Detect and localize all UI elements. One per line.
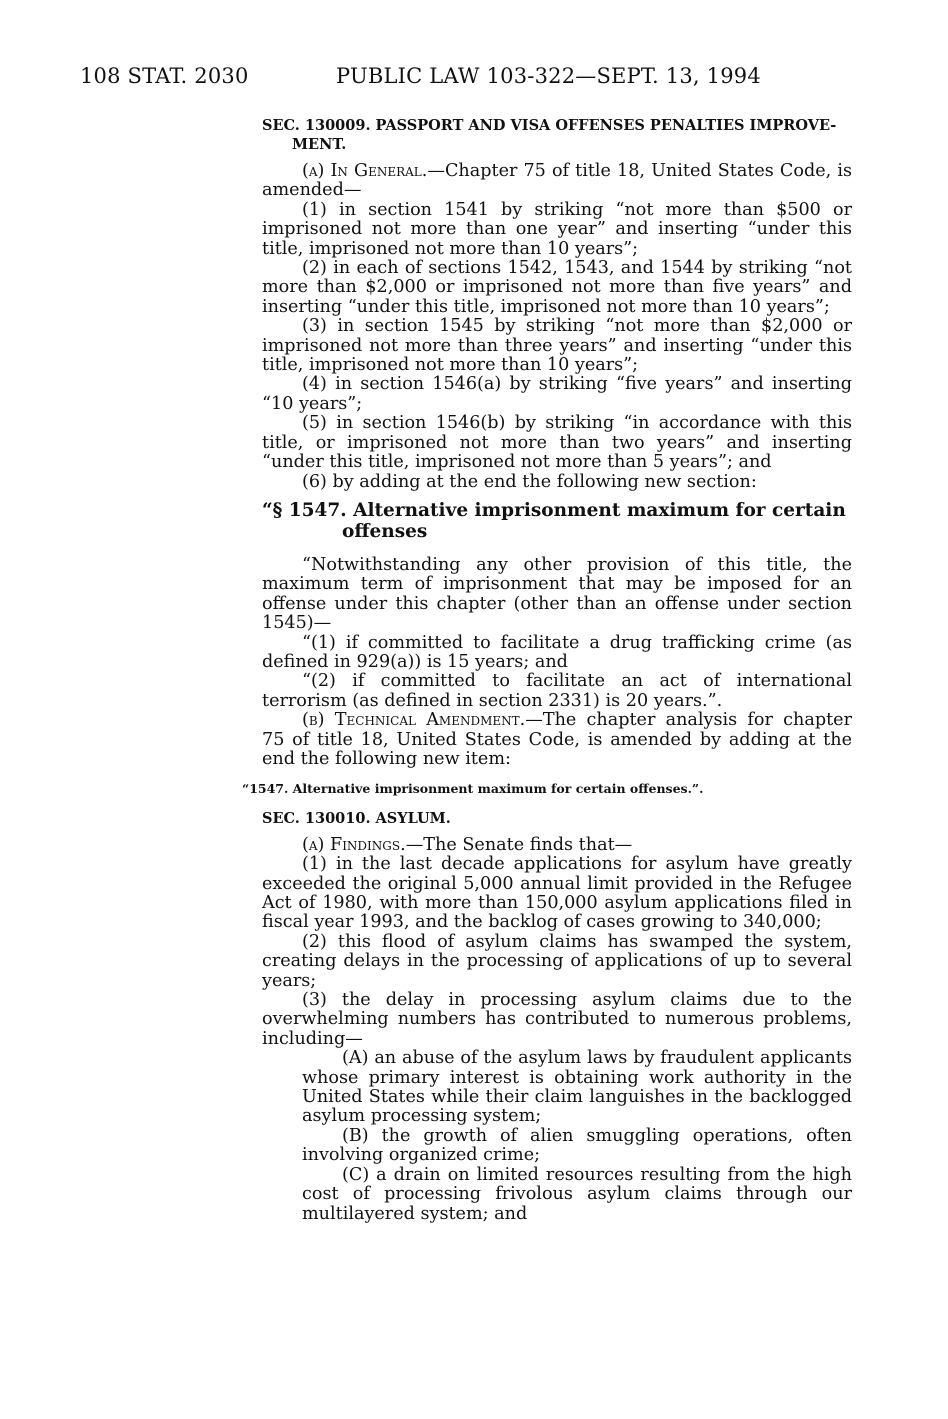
new-section-para-1: “(1) if committed to facilitate a drug trafficking crime (as defined in 929(a)) is 15 years; and xyxy=(262,632,852,672)
paragraph-4: (4) in section 1546(a) by striking “five years” and inserting “10 years”; xyxy=(262,374,852,414)
finding-3-C: (C) a drain on limited resources resulting from the high cost of processing frivolous asylum claims through our multilayered system; and xyxy=(302,1164,852,1224)
public-law-citation: PUBLIC LAW 103-322—SEPT. 13, 1994 xyxy=(336,64,761,88)
finding-3-A: (A) an abuse of the asylum laws by fraudulent applicants whose primary interest is obtaining work authority in the United States while their claim languishes in the backlogged asylum processing system; xyxy=(302,1048,852,1127)
finding-3-B: (B) the growth of alien smuggling operations, often involving organized crime; xyxy=(302,1125,852,1166)
statute-body xyxy=(242,116,852,1224)
section-130009-heading: SEC. 130009. PASSPORT AND VISA OFFENSES PENALTIES IMPROVE-MENT. xyxy=(262,117,837,153)
chapter-analysis-item: “1547. Alternative imprisonment maximum for certain offenses.”. xyxy=(242,781,704,797)
finding-2: (2) this flood of asylum claims has swamped the system, creating delays in the processing of applications of up to several years; xyxy=(262,931,852,991)
paragraph-1: (1) in section 1541 by striking “not more than $500 or imprisoned not more than one year” and inserting “under this title, imprisoned not more than 10 years”; xyxy=(262,199,852,259)
subsection-a-text: —Chapter 75 of title 18, United States Code, is amended— xyxy=(262,161,852,201)
paragraph-5: (5) in section 1546(b) by striking “in accordance with this title, or imprisoned not more than two years” and inserting “under this title, imprisoned not more than 5 years”; and xyxy=(262,413,852,473)
section-130010-heading: SEC. 130010. ASYLUM. xyxy=(262,809,451,827)
finding-3: (3) the delay in processing asylum claims due to the overwhelming numbers has contributed to numerous problems, including— xyxy=(262,990,852,1049)
finding-1: (1) in the last decade applications for asylum have greatly exceeded the original 5,000 annual limit provided in the Refugee Act of 1980, with more than 150,000 asylum applications filed in fiscal year 1993, and the backlog of cases growing to 340,000; xyxy=(262,854,852,933)
new-section-1547-heading: “§ 1547. Alternative imprisonment maximum for certain offenses xyxy=(262,499,846,542)
new-section-1547-text: “Notwithstanding any other provision of this title, the maximum term of imprisonment that may be imposed for an offense under this chapter (other than an offense under section 1545)— xyxy=(262,554,852,634)
subsection-b-label: (b) Technical Amendment. xyxy=(302,710,526,731)
subsection-a-general xyxy=(262,162,852,201)
findings-text: —The Senate finds that— xyxy=(405,834,633,855)
subsection-a-label: (a) In General. xyxy=(302,161,428,181)
findings-intro xyxy=(262,836,852,855)
paragraph-3: (3) in section 1545 by striking “not more than $2,000 or imprisoned not more than three years” and inserting “under this title, imprisoned not more than 10 years”; xyxy=(262,316,852,376)
subsection-b-text: —The chapter analysis for chapter 75 of title 18, United States Code, is amended by adding at the end the following new item: xyxy=(262,710,852,769)
paragraph-2: (2) in each of sections 1542, 1543, and 1544 by striking “not more than $2,000 or imprisoned not more than five years” and inserting “under this title, imprisoned not more than 10 years”; xyxy=(262,258,852,317)
paragraph-6: (6) by adding at the end the following new section: xyxy=(302,471,757,492)
subsection-b-technical xyxy=(262,711,852,769)
new-section-para-2: “(2) if committed to facilitate an act of international terrorism (as defined in section 2331) is 20 years.”. xyxy=(262,671,852,711)
findings-label: (a) Findings. xyxy=(302,834,406,855)
stat-citation: 108 STAT. 2030 xyxy=(80,64,249,88)
